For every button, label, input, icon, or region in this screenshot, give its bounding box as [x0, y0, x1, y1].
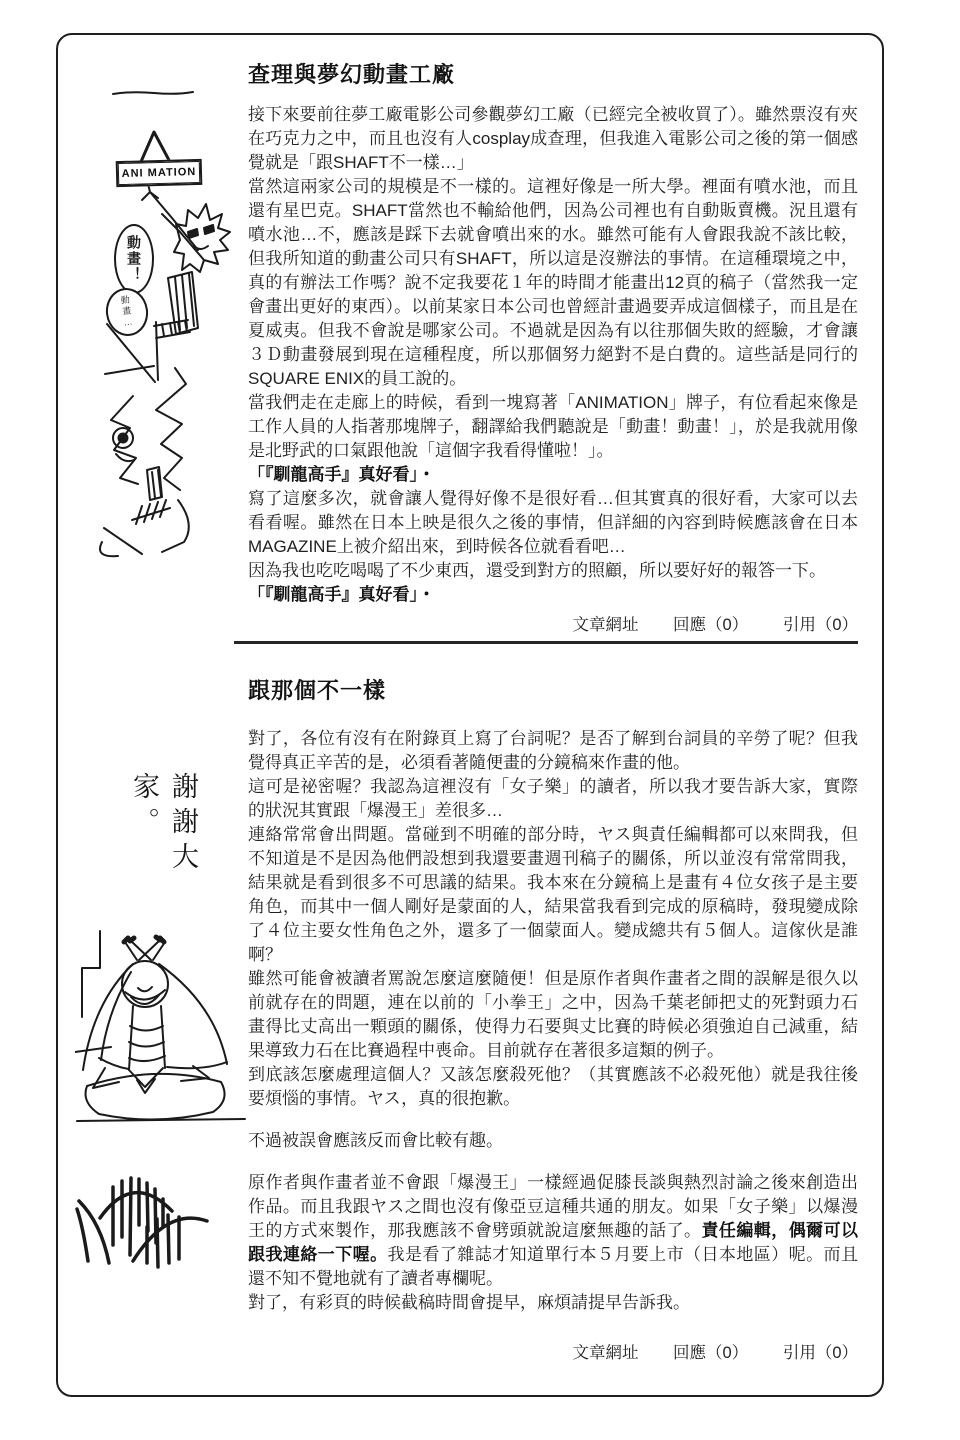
paragraph: 寫了這麼多次，就會讓人覺得好像不是很好看…但其實真的很好看，大家可以去看看喔。雖然在日本上映是很久之後的事情，但詳細的內容到時候應該會在日本MAGAZINE上被介紹出來，到時候各位就看看吧…: [248, 489, 858, 556]
post-separator-line: [234, 641, 858, 644]
bold-statement: 「『馴龍高手』真好看」・: [248, 585, 435, 604]
speech-bubble-text: 動畫！: [126, 235, 142, 283]
post-title: 查理與夢幻動畫工廠: [248, 62, 456, 87]
post-footer: [248, 1341, 858, 1365]
post-title: 跟那個不一樣: [248, 678, 387, 703]
main-text-column: [248, 58, 858, 1365]
animation-sign-label: ANI MATION: [121, 166, 197, 180]
comments-count: 回應（0）: [673, 1344, 749, 1362]
paragraph: 接下來要前往夢工廠電影公司參觀夢幻工廠（已經完全被收買了）。雖然票沒有夾在巧克力之中，而且也沒有人cosplay成查理，但我進入電影公司之後的第一個感覺就是「跟SHAFT不一樣…」: [248, 105, 858, 172]
hair-strokes-sketch: [75, 1165, 215, 1315]
article-url-label: 文章網址: [572, 616, 639, 634]
paragraph: 這可是祕密喔？我認為這裡沒有「女子樂」的讀者，所以我才要告訴大家，實際的狀況其實跟「爆漫王」差很多…: [248, 777, 858, 820]
paragraph: 當然這兩家公司的規模是不一樣的。這裡好像是一所大學。裡面有噴水池，而且還有星巴克。SHAFT當然也不輸給他們，因為公司裡也有自動販賣機。況且還有噴水池…不，應該是踩下去就會噴出來的水。雖然可能有人會跟我說不該比較，但我所知道的動畫公司只有SHAFT，所以這是沒辦法的事情。在這種環境之中，真的有辦法工作嗎？說不定我要花１年的時間才能畫出12頁的稿子（當然我一定會畫出更好的東西）。以前某家日本公司也曾經計畫過要弄成這個樣子，而且是在夏威夷。但我不會說是哪家公司。不過就是因為有以往那個失敗的經驗，才會讓３Ｄ動畫發展到現在這種程度，所以那個努力絕對不是白費的。這些話是同行的SQUARE ENIX的員工說的。: [248, 177, 858, 388]
paragraph-segment: 我是看了雜誌才知道單行本５月要上市（日本地區）呢。而且還不知不覺地就有了讀者專欄呢。: [248, 1245, 859, 1288]
comments-count: 回應（0）: [673, 616, 749, 634]
speech-bubble-animation: [114, 224, 154, 294]
paragraph: 連絡常常會出問題。當碰到不明確的部分時，ヤス與責任編輯都可以來問我，但不知道是不是因為他們設想到我還要畫週刊稿子的關係，所以並沒有常常問我，結果就是看到很多不可思議的結果。我本來在分鏡稿上是畫有４位女孩子是主要角色，而其中一個人剛好是蒙面的人，結果當我看到完成的原稿時，發現變成除了４位主要女性角色之外，還多了一個蒙面人。變成總共有５個人。這傢伙是誰啊？: [248, 825, 858, 964]
paragraph: 因為我也吃吃喝喝了不少東西，還受到對方的照顧，所以要好好的報答一下。: [248, 561, 826, 580]
paragraph: 對了，各位有沒有在附錄頁上寫了台詞呢？是否了解到台詞員的辛勞了呢？但我覺得真正辛苦的是，必須看著隨便畫的分鏡稿來作畫的他。: [248, 729, 858, 772]
post-not-like-that: [248, 674, 858, 1365]
trackback-count: 引用（0）: [782, 1344, 858, 1362]
paragraph: 雖然可能會被讀者罵說怎麼這麼隨便！但是原作者與作畫者之間的誤解是很久以前就存在的問題，連在以前的「小拳王」之中，因為千葉老師把丈的死對頭力石畫得比丈高出一顆頭的關係，使得力石要與丈比賽的時候必須強迫自己減重，結果導致力石在比賽過程中喪命。目前就存在著很多這類的例子。: [248, 969, 858, 1060]
editor-emphasis: 責任編輯，偶爾可以跟我連絡一下喔。: [248, 1221, 859, 1264]
speech-bubble-small-text: 動畫…: [119, 294, 134, 330]
pointing-figure-sketch: [78, 128, 238, 568]
paragraph: 對了，有彩頁的時候截稿時間會提早，麻煩請提早告訴我。: [248, 1293, 690, 1312]
paragraph: [248, 1171, 858, 1291]
paragraph: 到底該怎麼處理這個人？又該怎麼殺死他？（其實應該不必殺死他）就是我往後要煩惱的事情。ヤス，真的很抱歉。: [248, 1065, 858, 1108]
trackback-count: 引用（0）: [782, 616, 858, 634]
post-footer: [248, 613, 858, 637]
animation-sign: [116, 159, 203, 187]
bold-statement: 「『馴龍高手』真好看」・: [248, 465, 435, 484]
post-charlie-dream-factory: [248, 58, 858, 644]
paragraph: 不過被誤會應該反而會比較有趣。: [248, 1131, 503, 1150]
bowing-figure-sketch: [75, 930, 250, 1130]
paragraph: 當我們走在走廊上的時候，看到一塊寫著「ANIMATION」牌子，有位看起來像是工作人員的人指著那塊牌子，翻譯給我們聽說是「動畫！動畫！」，於是我就用像是北野武的口氣跟他說「這個字我看得懂啦！」。: [248, 393, 858, 460]
paragraph-segment: 原作者與作畫者並不會跟「爆漫王」一樣經過促膝長談與熱烈討論之後來創造出作品。而且我跟ヤス之間也沒有像亞豆這種共通的朋友。如果「女子樂」以爆漫王的方式來製作，那我應該不會劈頭就說這麼無趣的話了。: [248, 1173, 858, 1240]
stray-line-mark: [112, 88, 194, 98]
thanks-vertical-note: 謝謝大家。: [128, 772, 198, 877]
article-url-label: 文章網址: [572, 1344, 639, 1362]
